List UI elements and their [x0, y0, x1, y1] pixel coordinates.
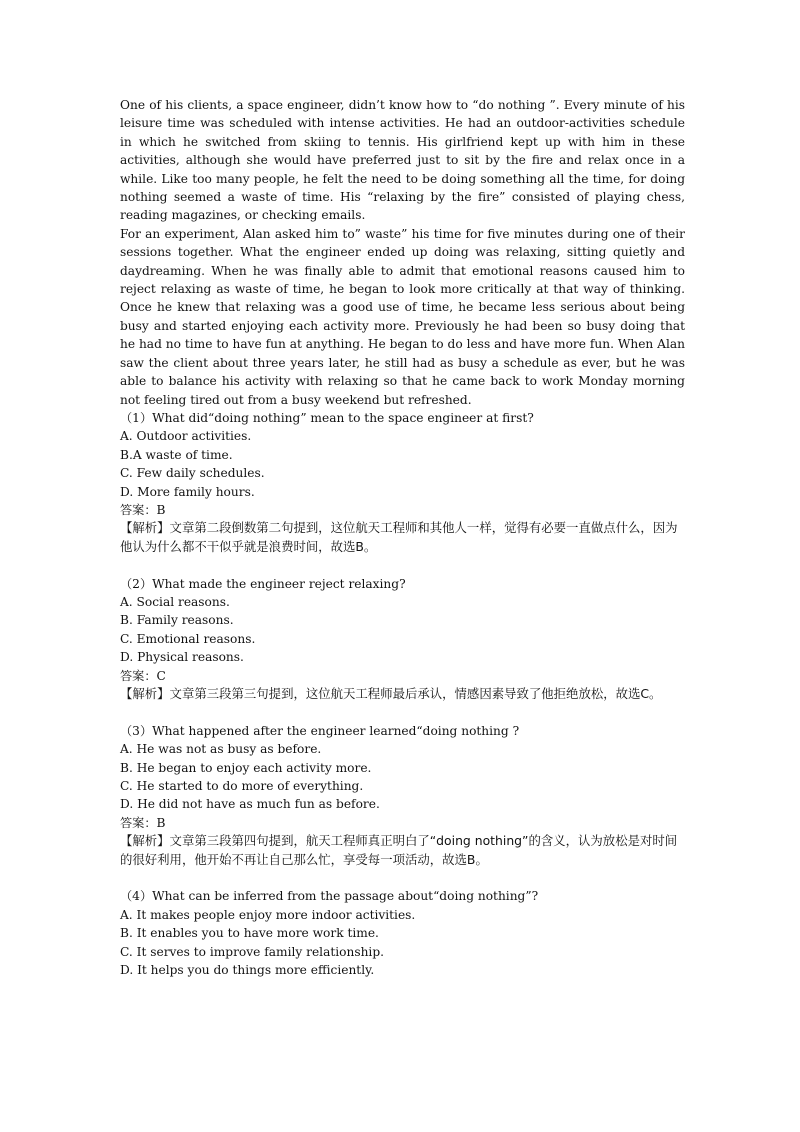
option-a: A. It makes people enjoy more indoor activities. — [120, 907, 416, 922]
option-c: C. He started to do more of everything. — [120, 779, 364, 793]
option-b: B. Family reasons. — [120, 613, 234, 628]
option-a: A. Outdoor activities. — [120, 429, 252, 444]
explanation: 【解析】文章第三段第四句提到，航天工程师真正明白了“doing nothing”的含义，认为放松是对时间的很好利用，他开始不再让自己那么忙，享受每一项活动，故选B。 — [120, 833, 678, 867]
passage-paragraph-1: One of his clients, a space engineer, didn’t know how to “do nothing ”. Every minute of his leisure time was scheduled with intense activities. He had an outdoor-activities schedule in which he switched from skiing to tennis. His girlfriend kept up with him in these activities, although she would have preferred just to sit by the fire and relax once in a while. Like too many people, he felt the need to be doing something all the time, for doing nothing seemed a waste of time. His “relaxing by the fire” consisted of playing chess, reading magazines, or checking emails. — [120, 98, 685, 223]
question-stem: （2）What made the engineer reject relaxing? — [120, 576, 406, 591]
option-d: D. He did not have as much fun as before. — [120, 797, 380, 812]
answer: 答案：C — [120, 668, 166, 683]
document-page — [120, 96, 685, 979]
explanation: 【解析】文章第三段第三句提到，这位航天工程师最后承认，情感因素导致了他拒绝放松，故选C。 — [120, 685, 662, 701]
question-stem: （3）What happened after the engineer learned“doing nothing ? — [120, 723, 520, 738]
question-3 — [120, 722, 685, 869]
spacer — [120, 869, 685, 887]
passage-paragraph-2: For an experiment, Alan asked him to” waste” his time for five minutes during one of their sessions together. What the engineer ended up doing was relaxing, sitting quietly and daydreaming. When he was finally able to admit that emotional reasons caused him to reject relaxing as waste of time, he began to look more critically at that way of thinking. Once he knew that relaxing was a good use of time, he became less serious about being busy and started enjoying each activity more. Previously he had been so busy doing that he had no time to have fun at anything. He began to do less and have more fun. When Alan saw the client about three years later, he still had as busy a schedule as ever, but he was able to balance his activity with relaxing so that he came back to work Monday morning not feeling tired out from a busy weekend but refreshed. — [120, 226, 685, 407]
answer: 答案：B — [120, 502, 166, 517]
explanation: 【解析】文章第二段倒数第二句提到，这位航天工程师和其他人一样，觉得有必要一直做点什么，因为他认为什么都不干似乎就是浪费时间，故选B。 — [120, 520, 678, 554]
spacer — [120, 556, 685, 574]
option-c: C. Few daily schedules. — [120, 466, 265, 481]
option-b: B. It enables you to have more work time. — [120, 926, 379, 941]
question-4 — [120, 887, 685, 979]
option-c: C. It serves to improve family relationship. — [120, 944, 384, 959]
spacer — [120, 703, 685, 721]
option-d: D. More family hours. — [120, 484, 255, 499]
option-b: B. He began to enjoy each activity more. — [120, 760, 372, 775]
option-d: D. It helps you do things more efficiently. — [120, 963, 375, 978]
question-1 — [120, 409, 685, 556]
answer: 答案：B — [120, 815, 166, 830]
option-d: D. Physical reasons. — [120, 650, 244, 665]
question-stem: （4）What can be inferred from the passage about“doing nothing”? — [120, 889, 539, 904]
option-a: A. He was not as busy as before. — [120, 742, 322, 757]
option-b: B.A waste of time. — [120, 447, 233, 462]
question-2 — [120, 575, 685, 704]
option-a: A. Social reasons. — [120, 594, 230, 609]
question-stem: （1）What did“doing nothing” mean to the space engineer at first? — [120, 410, 534, 425]
option-c: C. Emotional reasons. — [120, 631, 256, 646]
